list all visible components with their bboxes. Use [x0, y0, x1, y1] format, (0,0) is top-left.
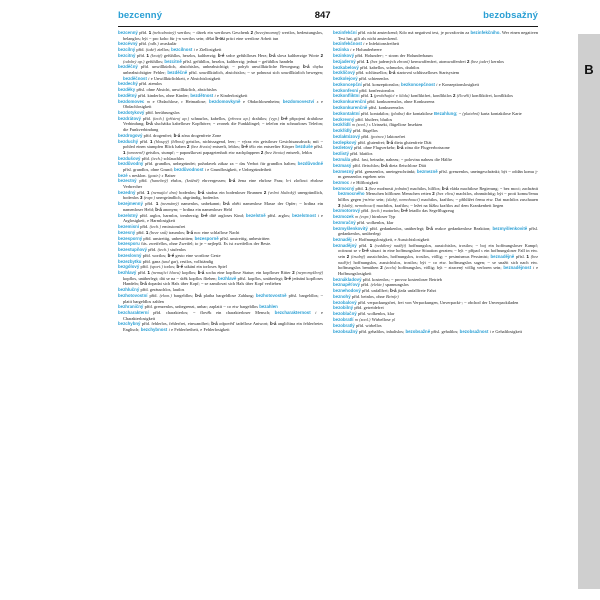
dictionary-entry: beznadějný příd. 1 (vzdálený naději) hoffnungslos, aussichtslos, trostlos; ~ boj ein hoffnungsloser Kampf; ocitnout se v b-é situaci in eine hoffnungslose Situation geraten; ~ být ~ případ s ein hoffnungsloser Fall in etw. sein 2 (trudný) aussichtslos, hoffnungslos, trostlos, völlig; ~ pesimismus Pessimist; beznadějně přísl. 1 (bez naděje) hoffnungslos, aussichtslos, trostlos; být ~ co etw. hoffnungslos sagen; ~ se snažit sich nach etw. hoffnungslos bemühen 2 (zcela) hoffnungslos, völlig; být ~ ztracený völlig verloren sein; beznadějnost i e Hoffnungslosigkeit — [333, 242, 539, 276]
dictionary-entry: bezmezný příd. grenzenlos, uneingeschränkt; bezmezně přísl. grenzenlos, uneingeschränkt; být ~ oddán komu j-m grenzenlos ergeben sein — [333, 168, 538, 180]
dictionary-entry: bezkabelový příd. kabellos, schnurlos, drahtlos — [333, 64, 420, 70]
dictionary-entry: bezobratlý příd. wirbellos — [333, 322, 382, 328]
dictionary-entry: bezezbytku příd. ganz (und gar), restlos, vollständig — [118, 258, 214, 264]
running-head-left-guideword: bezcenný — [118, 9, 163, 21]
dictionary-entry: bezkontaktní příd. kontaktlos; (platba) die kontaktlose Bezahlung; ~ (platební) karta kontaktlose Karte — [333, 110, 522, 116]
dictionary-entry: bezesný příd. 1 (beze snů) traumlos; b-á noc eine schlaflose Nacht — [118, 229, 240, 235]
dictionary-entry: beznohý příd. beinlos, ohne Bein(e) — [333, 293, 399, 299]
dictionary-entry: bezeslovný příd. wortlos; b-é gesto eine wortlose Geste — [118, 252, 221, 258]
dictionary-entry: bezjaderný příd. 1 (bez jaderných zbraní) kernwaffenfrei, atomwaffenfrei 2 (bez jader) kernlos — [333, 58, 504, 64]
dictionary-entry: bezkonkurenční příd. konkurrenzlos, ohne Konkurrenz — [333, 99, 435, 105]
dictionary-entry: bezinka i e Holunderbeere — [333, 47, 382, 53]
dictionary-entry: bezhlučný příd. geräuschlos, lautlos — [118, 287, 185, 293]
running-head-right-guideword: bezobsažný — [483, 9, 538, 21]
dictionary-entry: bezhraničný příd. grenzenlos, unbegrenzt, unbar; zaplatit ~ co etw bargeldlos bezahlen — [118, 304, 278, 310]
dictionary-entry: bezkonkurenčně přísl. konkurrenzlos — [333, 104, 404, 110]
right-column — [333, 30, 538, 592]
dictionary-entry: bezmyšlenkovitý příd. gedankenlos, unüberlegt; b-á reakce gedankenlose Reaktion; bezmyšlenkovitě přísl. gedankenlos, unüberlegt — [333, 225, 538, 237]
dictionary-entry: bezmoc i e Hilflosigkeit — [333, 179, 379, 185]
dictionary-entry: bezinkový příd. Holunder-; ~ strom der Holunderbaum — [333, 52, 433, 58]
dictionary-entry: bezobsažný příd. gehaltlos, inhaltslos; bezobsažně přísl. gehaltlos; bezobsažnost i e Gehaltlosigkeit — [333, 328, 522, 334]
dictionary-entry: bezobilný příd. getreidefrei — [333, 305, 384, 311]
page-number: 847 — [314, 9, 331, 21]
dictionary-entry: bezmocný příd. 1 (bez možnosti jednání) machtlos, hilflos; b-á vláda machtlose Regierung; ~ bez moci; zachránit bezmocného Menschen hilflosen Menschen retten 2 (bez vlivu) machtlos, ohnmächtig; být ~ proti komu/čemu hilflos gegen j-n/etw sein; (slabý, nemohoucí) machtlos, kraftlos; ~ přihlížet čemu etw. Dat machtlos zuschauen 3 (slabý, nemohoucí) machtlos, kraftlos; ~ ležet na lůžku kraftlos auf dem Krankenbett liegen — [333, 185, 539, 208]
dictionary-entry: bezoblačný příd. wolkenlos, klar — [333, 311, 395, 317]
left-column — [118, 30, 323, 592]
dictionary-entry: bezkřídlí m (zool.) s Urinsekt, flügellose Insekten — [333, 122, 423, 128]
dictionary-entry: bezlistý příd. blattlos — [333, 151, 373, 157]
dictionary-entry: beznaděj i e Hoffnungslosigkeit, e Aussichtslosigkeit — [333, 237, 430, 242]
dictionary-entry: bezcévný příd. (odb.) avaskulär — [118, 41, 177, 47]
dictionary-entry: bezcílný příd. (také) ziellos; bezcílnost i e Ziellosigkeit — [118, 47, 222, 53]
thumb-index-letter: B — [584, 62, 594, 77]
dictionary-entry: bezinfekční příd. nicht ansteckend; Kdo má negativní test, je považován za bezinfekčního. Wer einen negativen Test hat, gilt als nicht ansteckend. — [333, 30, 538, 41]
dictionary-entry: bezobalový příd. verpackungsfrei, frei von Verpackungen, Unverpackt-; ~ obchod der Unverpacktladen — [333, 299, 519, 305]
dictionary-entry: bezmála přísl. fast, beinahe, nahezu; ~ polovina nahezu die Hälfte — [333, 157, 453, 162]
dictionary-entry: bezinfekčnost i e Infektionsfreiheit — [333, 41, 400, 47]
dictionary-entry: bezchybný příd. fehlerlos, fehlerfrei, einwandfrei; b-á odpověď tadellose Antwort; b-á angličtina ein fehlerfreies Englisch; bezchybnost i e Fehlerfreiheit, e Fehlerlosigkeit — [118, 321, 323, 333]
dictionary-entry: bezkoncepční příd. konzeptionslos; bezkoncepčnost i e Konzeptionslosigkeit — [333, 81, 479, 87]
dictionary-entry: bezelstný příd. arglos, harmlos, treuherzig; b-é dítě argloses Kind; bezelstně přísl. arglos; bezelstnost i e Arglosigkeit, e Harmlosigkeit — [118, 212, 323, 224]
dictionary-entry: bezlaktózový příd. (potrav.) laktosefrei — [333, 133, 406, 139]
dictionary-entry: bezlepkový příd. glutenfrei; b-á dieta glutenfreie Diät — [333, 139, 432, 145]
dictionary-entry: bezkonfesní příd. konfessionslos — [333, 87, 395, 93]
dictionary-entry: bezděky přísl. ohne Absicht, unwillkürlich, absichtslos — [118, 87, 217, 93]
dictionary-entry: bezesporu čás. zweifellos, ohne Zweifel; to je ~ nejlepší. Es ist zweifellos der Beste. — [118, 241, 272, 247]
dictionary-entry: bezectný příd. (hanebný) ehrlos, (knižně) ehrvergessen; b-á žena eine ehrlose Frau; b-i zločinci ehrlose Verbrecher — [118, 178, 324, 190]
columns-container — [118, 30, 538, 592]
dictionary-entry: bezé s nesklon. (gastr.) s Baiser — [118, 172, 176, 178]
dictionary-entry: bezletový příd. ohne Flugverkehr; b-á zóna die Flugverbotszone — [333, 145, 450, 151]
dictionary-entry: bezkolejový příd. schienenlos — [333, 76, 389, 82]
dictionary-entry: bezklíčový příd. schlüssellos; b-á startovní schlüsselloses Startsystem — [333, 70, 460, 76]
dictionary-entry: bezobratlí m (zool.) Wirbellose pl — [333, 317, 396, 322]
dictionary-entry: bezdrogový příd. drogenfrei; b-á zóna drogenfreie Zone — [118, 132, 222, 138]
dictionary-entry: bezmasý příd. fleischlos; b-á dieta fleischlose Diät — [333, 162, 427, 168]
dictionary-entry: bezmotorový příd. (tech.) motorlos; b-é letadlo das Segelflugzeug — [333, 208, 454, 214]
dictionary-entry: bezcenný příd. 1 (nehodnotný) wertlos; ~ dárek ein wertloses Geschenk 2 (bezvýznamný) wertlos, bedeutungslos, belanglos; být ~ pro koho für j-n wertlos sein; dělat b-ou práci eine wertlose Arbeit tun — [118, 30, 323, 41]
dictionary-entry: bezmračný příd. wolkenlos, klar — [333, 219, 394, 225]
dictionary-entry: bezkrevný příd. blutleer, blutlos — [333, 116, 393, 122]
dictionary-entry: beznákladový příd. kostenlos; ~ provoz kostenloser Betrieb — [333, 276, 442, 282]
running-head — [118, 6, 538, 27]
dictionary-entry: bezedný příd. 1 (nemající dno) bodenlos; b-á studna ein bodenloser Brunnen 2 (velmi hluboký) unergründlich, bodenlos 3 (expr.) unergründlich, abgründig, bodenlos — [118, 189, 324, 201]
dictionary-entry: bezdomovec m e Obdachlose, r Heimatlose; bezdomovkyně e Obdachlosenheim; bezdomovectví s e Obdachlosigkeit — [118, 98, 323, 110]
dictionary-entry: bezejmenný příd. 1 (neznámý) namenlos, unbekannt; b-á oběti namenlose Masse der Opfer; ~ hrdina ein namenloser Held; b-á anonym; ~ hrdina ein namenloser Held — [118, 201, 323, 212]
dictionary-entry: bezdušový příd. (tech.) schlauchlos — [118, 155, 184, 161]
dictionary-entry: beznehodový příd. unfallfrei; b-á jízda unfallfreie Fahrt — [333, 288, 437, 294]
dictionary-entry: bezdětný příd. kinderlos, ohne Kinder; bezdětnost i e Kinderlosigkeit — [118, 92, 248, 98]
dictionary-entry: bezesporný příd. unstreitig, unbestritten; bezesporně přísl. unstreitig, unbestritten — [118, 235, 270, 241]
dictionary-entry: bezcharakterní příd. charakterlos; ~ člověk ein charakterloser Mensch; bezcharakternost i e Charakterlosigkeit — [118, 310, 323, 321]
dictionary-entry: bezhotovostní příd. (ekon.) bargeldlos; b-á platba bargeldlose Zahlung; bezhotovostně přísl. bargeldlos; ~ platit bargeldlos zahlen — [118, 292, 324, 304]
dictionary-entry: bezdechý příd. atemlos — [118, 81, 162, 87]
dictionary-entry: bezdotykový příd. berührungslos — [118, 110, 180, 115]
dictionary-entry: bezduchý příd. 1 (hloupý) (blbost) geistlos, nichtssagend, leer; ~ výraz ein geistloser Gesichtsausdruck; mít ~ pohled einen stumpfen Blick haben 2 (bez života) entseelt, leblos; b-é tělo ein entseelter Körper bezduše přísl. 1 (omezeně) geistlos, stumpf; ~ papouškovat papageienhaft etw nachplappern 2 (bez života) entseelt, leblos — [118, 138, 323, 155]
dictionary-entry: bezcitný příd. 1 (krutý) gefühllos, herzlos, kaltherzig; b-é srdce gefühlloses Herz; b-á slova kaltherzige Worte 2 (odolný ap.) gefühllos; bezcitně přísl. gefühllos, herzlos, kaltherzig; jednat ~ gefühllos handeln — [118, 52, 323, 64]
dictionary-entry: bezděčný příd. unwillkürlich, absichtslos, unbeabsichtigt; ~ pohyb unwillkürliche Bewegung; b-á chyba unbeabsichtigter Fehler; bezděčně přísl. unwillkürlich, absichtslos; ~ se pohnout sich unwillkürlich bewegen; bezděčnost i e Unwillkürlichkeit, e Absichtslosigkeit — [118, 64, 323, 81]
dictionary-entry: bezmozek m (expr.) hirnloser Typ — [333, 214, 396, 220]
dictionary-entry: bezkonfliktní příd. 1 (probíhající v klidu) konfliktfrei, konfliktlos 2 (člověk) konfliktfrei, konfliktlos — [333, 93, 513, 99]
dictionary-entry: bezemisní příd. (tech.) emissionsfrei — [118, 223, 186, 229]
dictionary-entry: bezestupňový příd. (tech.) stufenlos — [118, 247, 186, 253]
dictionary-entry: bezdrátový příd. (tech.) (přístroj ap.) schnurlos, kabellos, (přenos ap.) drahtlos; (vyp.) b-é připojení drahtlose Verbindung; b-á sluchátka kabelloser Kopfhörer; ~ zvonek die Funkklingel; ~ telefon ein schnurloses Telefon; die Funkverbindung — [118, 115, 324, 132]
dictionary-entry: bezdůvodný příd. grundlos, unbegründet; požadavek zákaz za ~ das Verbot für grundlos halten; bezdůvodně přísl. grundlos, ohne Grund; bezdůvodnost i e Grundlosigkeit, e Unbegründetheit — [118, 161, 323, 172]
dictionary-entry: bezhlavý příd. 1 (nemající hlavu) kopflos; b-á socha eine kopflose Statue; ein kopfloser Ritter 2 (nepromyšlený) kopflos, unüberlegt; dát se na ~ útěk kopflos fliehen; bezhlavě přísl. kopflos, unüberlegt; b-é jednání kopfloses Handeln; b-á dopadat sich Hals über Kopf; ~ se zamilovat sich Hals über Kopf verlieben — [118, 270, 324, 287]
thumb-index-tab — [578, 34, 600, 589]
dictionary-entry: bezgólový příd. (sport.) torlos; b-é utkání ein torloses Spiel — [118, 264, 227, 270]
dictionary-entry: beznapěťový příd. (elektr.) spannungslos — [333, 282, 409, 288]
dictionary-entry: bezkřídlý příd. flügellos — [333, 128, 378, 134]
